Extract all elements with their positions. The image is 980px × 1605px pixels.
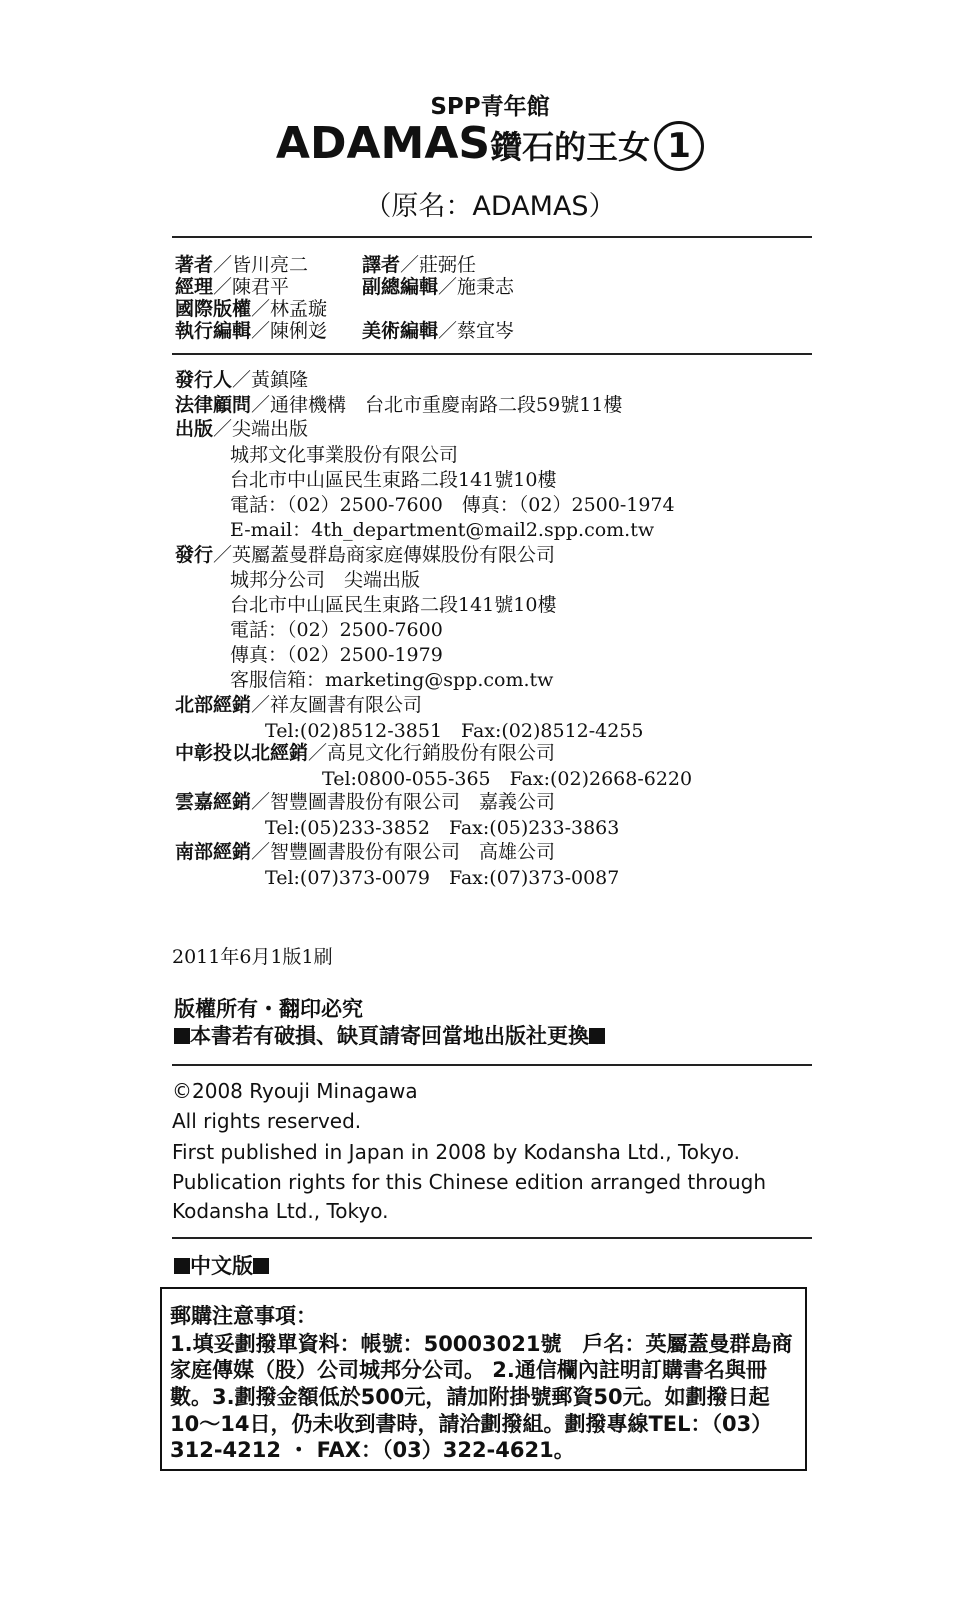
imprint-email: E-mail：4th_department@mail2.spp.com.tw [230,519,655,541]
credit-author: 著者／皆川亮二 [175,254,309,276]
publisher: 發行人／黃鎮隆 [175,369,309,391]
yunjia-tel: Tel:(05)233-3852 Fax:(05)233-3863 [265,817,620,839]
series-name: SPP青年館 [430,94,550,120]
credit-translator: 譯者／莊弼任 [362,254,477,276]
original-name: （原名：ADAMAS） [364,191,616,222]
credit-manager: 經理／陳君平 [175,276,290,298]
distributor-line: 城邦分公司 尖端出版 [230,569,421,591]
volume-number: 1 [654,121,704,171]
north-distributor: 北部經銷／祥友圖書有限公司 [175,694,423,716]
imprint-line: 台北市中山區民生東路二段141號10樓 [230,469,557,491]
distributor-line: 台北市中山區民生東路二段141號10樓 [230,594,557,616]
distributor-email: 客服信箱：marketing@spp.com.tw [230,669,554,691]
imprint-line: 電話：（02）2500-7600 傳真：（02）2500-1974 [230,494,675,516]
chinese-edition-label: 中文版 [174,1250,269,1280]
credit-deputy-editor: 副總編輯／施秉志 [362,276,515,298]
central-tel: Tel:0800-055-365 Fax:(02)2668-6220 [322,768,693,790]
divider [172,353,812,355]
distributor-line: 電話：（02）2500-7600 [230,619,443,641]
copyright-line: All rights reserved. [172,1109,362,1133]
yunjia-distributor: 雲嘉經銷／智豐圖書股份有限公司 嘉義公司 [175,791,556,813]
south-tel: Tel:(07)373-0079 Fax:(07)373-0087 [265,867,620,889]
copyright-line: Kodansha Ltd., Tokyo. [172,1199,389,1223]
title-cjk: 鑽石的王女 [490,128,651,166]
copyright-line: ©2008 Ryouji Minagawa [172,1079,418,1103]
divider [172,1064,812,1066]
edition: 2011年6月1版1刷 [172,946,333,968]
credit-art-editor: 美術編輯／蔡宜岑 [362,320,515,342]
distributor: 發行／英屬蓋曼群島商家庭傳媒股份有限公司 [175,544,556,566]
mail-order-line: 數。3.劃撥金額低於500元，請加附掛號郵資50元。如劃撥日起 [170,1385,770,1409]
south-distributor: 南部經銷／智豐圖書股份有限公司 高雄公司 [175,841,556,863]
rights-notice: 版權所有・翻印必究 [174,997,363,1021]
divider [172,236,812,238]
copyright-line: First published in Japan in 2008 by Kodansha Ltd., Tokyo. [172,1140,740,1164]
mail-order-heading: 郵購注意事項： [170,1304,317,1328]
north-tel: Tel:(02)8512-3851 Fax:(02)8512-4255 [265,720,644,742]
mail-order-line: 312-4212 ・ FAX：（03）322-4621。 [170,1438,575,1462]
credit-exec-editor: 執行編輯／陳俐彣 [175,320,328,342]
copyright-line: Publication rights for this Chinese edition arranged through [172,1170,766,1194]
book-title [0,118,980,171]
title-latin: ADAMAS [275,118,491,169]
imprint: 出版／尖端出版 [175,418,309,440]
credit-rights: 國際版權／林孟璇 [175,298,328,320]
imprint-line: 城邦文化事業股份有限公司 [230,444,459,466]
legal-advisor: 法律顧問／通律機構 台北市重慶南路二段59號11樓 [175,394,623,416]
distributor-line: 傳真：（02）2500-1979 [230,644,443,666]
central-distributor: 中彰投以北經銷／高見文化行銷股份有限公司 [175,742,556,764]
replacement-notice: 本書若有破損、缺頁請寄回當地出版社更換 [174,1020,605,1050]
divider [172,1237,812,1239]
mail-order-line: 家庭傳媒（股）公司城邦分公司。 2.通信欄內註明訂購書名與冊 [170,1358,767,1382]
mail-order-line: 10～14日，仍未收到書時，請洽劃撥組。劃撥專線TEL：（03） [170,1412,773,1436]
mail-order-line: 1.填妥劃撥單資料：帳號：50003021號 戶名：英屬蓋曼群島商 [170,1332,793,1356]
